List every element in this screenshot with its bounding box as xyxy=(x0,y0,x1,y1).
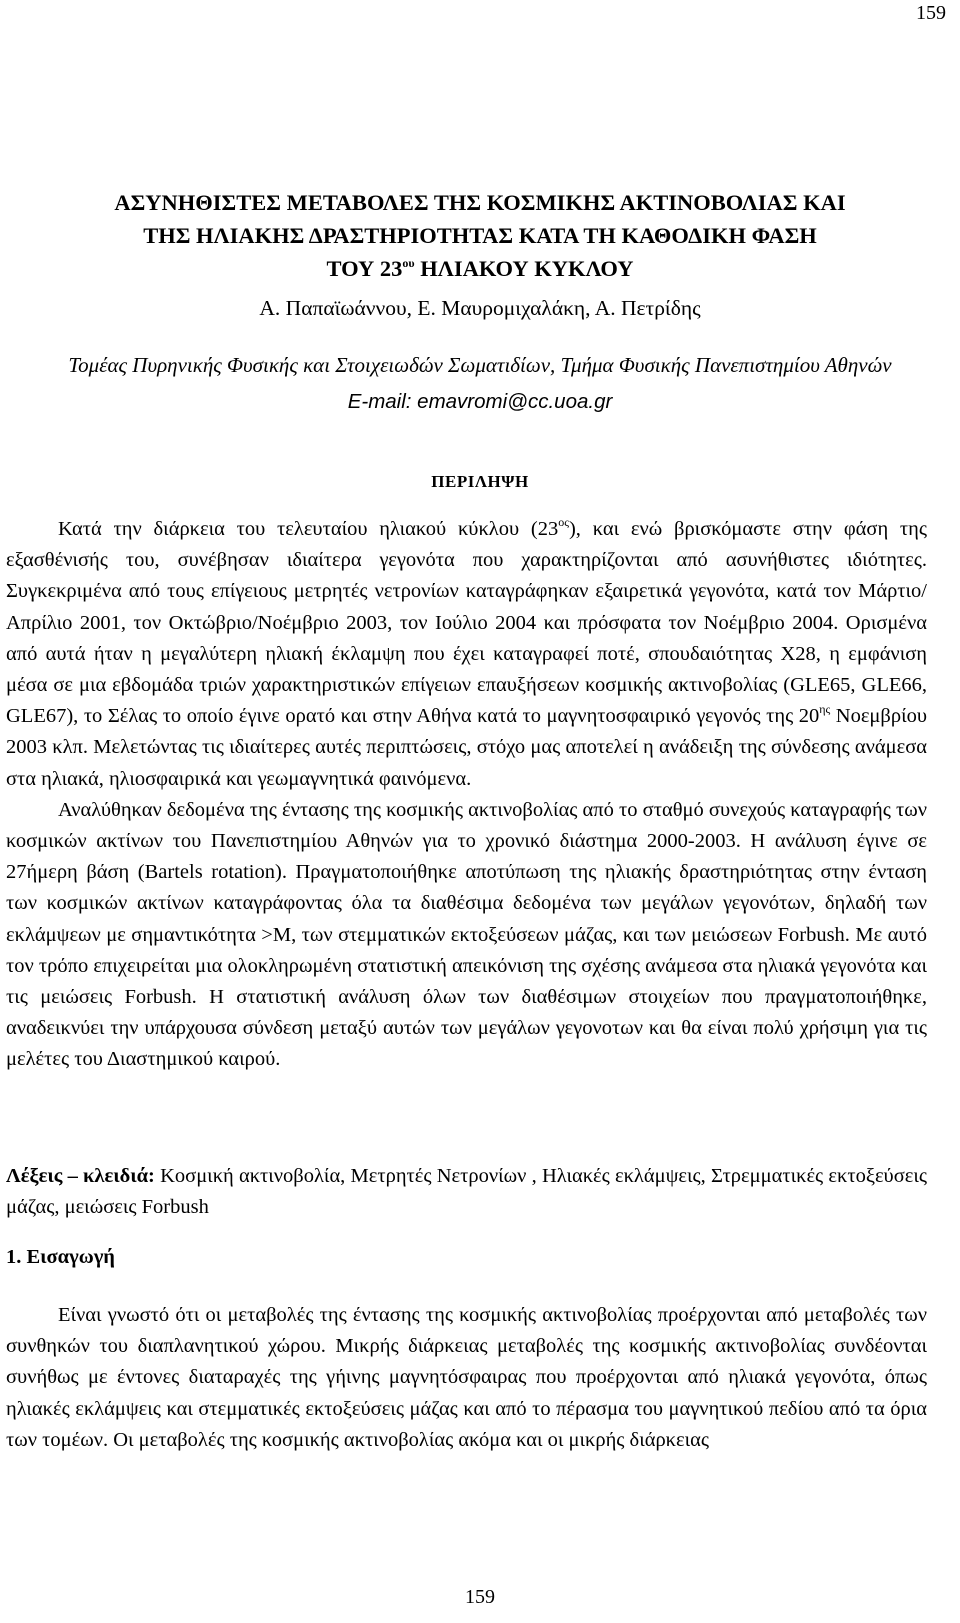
page-number-bottom: 159 xyxy=(465,1586,495,1608)
page-number-top: 159 xyxy=(916,2,946,24)
email-line: E-mail: emavromi@cc.uoa.gr xyxy=(347,390,613,413)
email-link[interactable]: emavromi@cc.uoa.gr xyxy=(417,390,613,413)
keywords-label: Λέξεις – κλειδιά: xyxy=(6,1165,155,1187)
intro-paragraph: Είναι γνωστό ότι οι μεταβολές της έντασης της κοσμικής ακτινοβολίας προέρχονται από μεταβολές των συνθηκών του διαπλανητικού χώρου. Μικρής διάρκειας μεταβολές της κοσμικής ακτινοβολίας συνδέονται συνήθως με έντονες διαταραχές της γήινης μαγνητόσφαιρας που προέρχονται από ηλιακά γεγονότα, όπως ηλιακές εκλάμψεις και στεμματικές εκτοξεύσεις μάζας και από το πέρασμα του μαγνητικού πεδίου από τα όρια των τομέων. Οι μεταβολές της κοσμικής ακτινοβολίας ακόμα και οι μικρής διάρκειας xyxy=(6,1304,927,1451)
section-heading-introduction: 1. Εισαγωγή xyxy=(6,1246,115,1268)
introduction xyxy=(6,1300,927,1456)
authors: Α. Παπαϊωάννου, Ε. Μαυρομιχαλάκη, Α. Πετρίδης xyxy=(259,296,701,320)
abstract xyxy=(6,514,927,1076)
abstract-heading: ΠΕΡΙΛΗΨΗ xyxy=(431,472,529,491)
title-line-3: ΤΟΥ $23^{o\upsilon}$ ΗΛΙΑΚΟΥ ΚΥΚΛΟΥ xyxy=(326,256,634,281)
affiliation-block xyxy=(0,347,960,420)
abstract-paragraph-2: Αναλύθηκαν δεδομένα της έντασης της κοσμικής ακτινοβολίας από το σταθμό συνεχούς καταγραφής των κοσμικών ακτίνων του Πανεπιστημίου Αθηνών για το χρονικό διάστημα 2000-2003. Η ανάλυση έγινε σε 27ήμερη βάση (Bartels rotation). Πραγματοποιήθηκε αποτύπωση της ηλιακής δραστηριότητας στην ένταση των κοσμικών ακτίνων καταγράφοντας όλα τα διαθέσιμα δεδομένα των μεγάλων γεγονότων, δηλαδή των εκλάμψεων με σημαντικότητα >Μ, των στεμματικών εκτοξεύσεων μάζας, και των μειώσεων Forbush. Με αυτό τον τρόπο επιχειρείται μια ολοκληρωμένη στατιστική απεικόνιση της σχέσης ανάμεσα στα ηλιακά γεγονότα και τις μειώσεις Forbush. Η στατιστική ανάλυση όλων των διαθέσιμων στοιχείων που πραγματοποιήθηκε, αναδεικνύει την υπάρχουσα σύνδεση μεταξύ αυτών των μεγάλων γεγονοτων και θα είναι πολύ χρήσιμη για τις μελέτες του Διαστημικού καιρού. xyxy=(6,798,927,1071)
affiliation: Τομέας Πυρηνικής Φυσικής και Στοιχειωδών Σωματιδίων, Τμήμα Φυσικής Πανεπιστημίου Αθηνών xyxy=(68,353,892,377)
title-line-1: ΑΣΥΝΗΘΙΣΤΕΣ ΜΕΤΑΒΟΛΕΣ ΤΗΣ ΚΟΣΜΙΚΗΣ ΑΚΤΙΝΟΒΟΛΙΑΣ ΚΑΙ xyxy=(114,190,846,215)
abstract-paragraph-1: Κατά την διάρκεια του τελευταίου ηλιακού κύκλου $(23^{o\varsigma})$, και ενώ βρισκόμαστε στην φάση της εξασθένισής του, συνέβησαν ιδιαίτερα γεγονότα που χαρακτηρίζονται από ασυνήθιστες ιδιότητες. Συγκεκριμένα από τους επίγειους μετρητές νετρονίων καταγράφηκαν εξαιρετικά γεγονότα, κατά τον Μάρτιο/Απρίλιο 2001, τον Οκτώβριο/Νοέμβριο 2003, τον Ιούλιο 2004 και πρόσφατα τον Νοέμβριο 2004. Ορισμένα από αυτά ήταν η μεγαλύτερη ηλιακή έκλαμψη που έχει καταγραφεί ποτέ, σπουδαιότητας Χ28, η εμφάνιση μέσα σε μια εβδομάδα τριών χαρακτηριστικών επίγειων επαυξήσεων κοσμικής ακτινοβολίας (GLE65, GLE66, GLE67), το Σέλας το οποίο έγινε ορατό και στην Αθήνα κατά το μαγνητοσφαιρικό γεγονός της $20^{\eta\varsigma}$ Νοεμβρίου 2003 κλπ. Μελετώντας τις ιδιαίτερες αυτές περιπτώσεις, στόχο μας αποτελεί η ανάδειξη της σύνδεσης ανάμεσα στα ηλιακά, ηλιοσφαιρικά και γεωμαγνητικά φαινόμενα. xyxy=(6,515,928,790)
keywords-text: Κοσμική ακτινοβολία, Μετρητές Νετρονίων , Ηλιακές εκλάμψεις, Στρεμματικές εκτοξεύσεις μάζας, μειώσεις Forbush xyxy=(6,1165,928,1219)
paper-title xyxy=(0,186,960,285)
title-line-2: ΤΗΣ ΗΛΙΑΚΗΣ ΔΡΑΣΤΗΡΙΟΤΗΤΑΣ ΚΑΤΑ ΤΗ ΚΑΘΟΔΙΚΗ ΦΑΣΗ xyxy=(143,223,817,248)
keywords xyxy=(6,1161,927,1223)
